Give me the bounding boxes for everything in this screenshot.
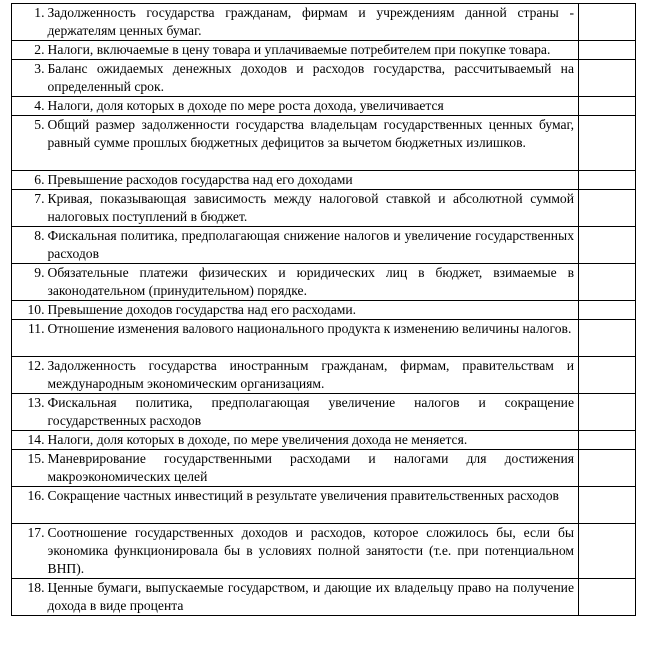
table-row bbox=[12, 227, 636, 264]
answer-cell[interactable] bbox=[579, 579, 636, 616]
table-row bbox=[12, 320, 636, 357]
answer-cell[interactable] bbox=[579, 320, 636, 357]
row-number: 18. bbox=[12, 579, 48, 616]
definition-text: Налоги, доля которых в доходе, по мере увеличения дохода не меняется. bbox=[48, 431, 579, 450]
row-number: 16. bbox=[12, 487, 48, 524]
definition-text: Маневрирование государственными расходами и налогами для достижения макроэкономических целей bbox=[48, 450, 579, 487]
answer-cell[interactable] bbox=[579, 357, 636, 394]
definition-text: Превышение расходов государства над его доходами bbox=[48, 171, 579, 190]
table-row bbox=[12, 487, 636, 524]
answer-cell[interactable] bbox=[579, 301, 636, 320]
table-row bbox=[12, 357, 636, 394]
definition-text: Налоги, доля которых в доходе по мере роста дохода, увеличивается bbox=[48, 97, 579, 116]
definition-text: Сокращение частных инвестиций в результате увеличения правительственных расходов bbox=[48, 487, 579, 524]
answer-cell[interactable] bbox=[579, 431, 636, 450]
row-number: 17. bbox=[12, 524, 48, 579]
definition-text: Отношение изменения валового национального продукта к изменению величины налогов. bbox=[48, 320, 579, 357]
row-number: 12. bbox=[12, 357, 48, 394]
definition-text: Ценные бумаги, выпускаемые государством, и дающие их владельцу право на получение дохода в виде процента bbox=[48, 579, 579, 616]
definition-text: Задолженность государства иностранным гражданам, фирмам, правительствам и международным экономическим организациям. bbox=[48, 357, 579, 394]
answer-cell[interactable] bbox=[579, 190, 636, 227]
row-number: 1. bbox=[12, 4, 48, 41]
definition-text: Задолженность государства гражданам, фирмам и учреждениям данной страны - держателям ценных бумаг. bbox=[48, 4, 579, 41]
row-number: 6. bbox=[12, 171, 48, 190]
row-number: 4. bbox=[12, 97, 48, 116]
answer-cell[interactable] bbox=[579, 487, 636, 524]
row-number: 2. bbox=[12, 41, 48, 60]
table-row bbox=[12, 60, 636, 97]
definition-text: Баланс ожидаемых денежных доходов и расходов государства, рассчитываемый на определенный срок. bbox=[48, 60, 579, 97]
definition-text: Соотношение государственных доходов и расходов, которое сложилось бы, если бы экономика функционировала бы в условиях полной занятости (т.е. при потенциальном ВНП). bbox=[48, 524, 579, 579]
table-row bbox=[12, 431, 636, 450]
table-row bbox=[12, 190, 636, 227]
answer-cell[interactable] bbox=[579, 60, 636, 97]
definition-text: Кривая, показывающая зависимость между налоговой ставкой и абсолютной суммой налоговых поступлений в бюджет. bbox=[48, 190, 579, 227]
answer-cell[interactable] bbox=[579, 116, 636, 171]
row-number: 5. bbox=[12, 116, 48, 171]
answer-cell[interactable] bbox=[579, 227, 636, 264]
row-number: 7. bbox=[12, 190, 48, 227]
definition-text: Фискальная политика, предполагающая увеличение налогов и сокращение государственных расходов bbox=[48, 394, 579, 431]
row-number: 14. bbox=[12, 431, 48, 450]
answer-cell[interactable] bbox=[579, 4, 636, 41]
table-row bbox=[12, 450, 636, 487]
table-row bbox=[12, 579, 636, 616]
answer-cell[interactable] bbox=[579, 97, 636, 116]
table-row bbox=[12, 97, 636, 116]
definition-text: Обязательные платежи физических и юридических лиц в бюджет, взимаемые в законодательном (принудительном) порядке. bbox=[48, 264, 579, 301]
table-row bbox=[12, 264, 636, 301]
answer-cell[interactable] bbox=[579, 264, 636, 301]
row-number: 13. bbox=[12, 394, 48, 431]
table-row bbox=[12, 116, 636, 171]
table-row bbox=[12, 524, 636, 579]
definition-text: Общий размер задолженности государства владельцам государственных ценных бумаг, равный сумме прошлых бюджетных дефицитов за вычетом бюджетных излишков. bbox=[48, 116, 579, 171]
definition-text: Фискальная политика, предполагающая снижение налогов и увеличение государственных расходов bbox=[48, 227, 579, 264]
definitions-table bbox=[11, 3, 636, 616]
row-number: 9. bbox=[12, 264, 48, 301]
row-number: 8. bbox=[12, 227, 48, 264]
table-row bbox=[12, 41, 636, 60]
answer-cell[interactable] bbox=[579, 41, 636, 60]
table-row bbox=[12, 394, 636, 431]
definition-text: Превышение доходов государства над его расходами. bbox=[48, 301, 579, 320]
row-number: 10. bbox=[12, 301, 48, 320]
table-row bbox=[12, 301, 636, 320]
table-row bbox=[12, 171, 636, 190]
row-number: 11. bbox=[12, 320, 48, 357]
row-number: 3. bbox=[12, 60, 48, 97]
definitions-table-body bbox=[12, 4, 636, 616]
answer-cell[interactable] bbox=[579, 450, 636, 487]
answer-cell[interactable] bbox=[579, 394, 636, 431]
answer-cell[interactable] bbox=[579, 171, 636, 190]
definition-text: Налоги, включаемые в цену товара и уплачиваемые потребителем при покупке товара. bbox=[48, 41, 579, 60]
answer-cell[interactable] bbox=[579, 524, 636, 579]
row-number: 15. bbox=[12, 450, 48, 487]
table-row bbox=[12, 4, 636, 41]
